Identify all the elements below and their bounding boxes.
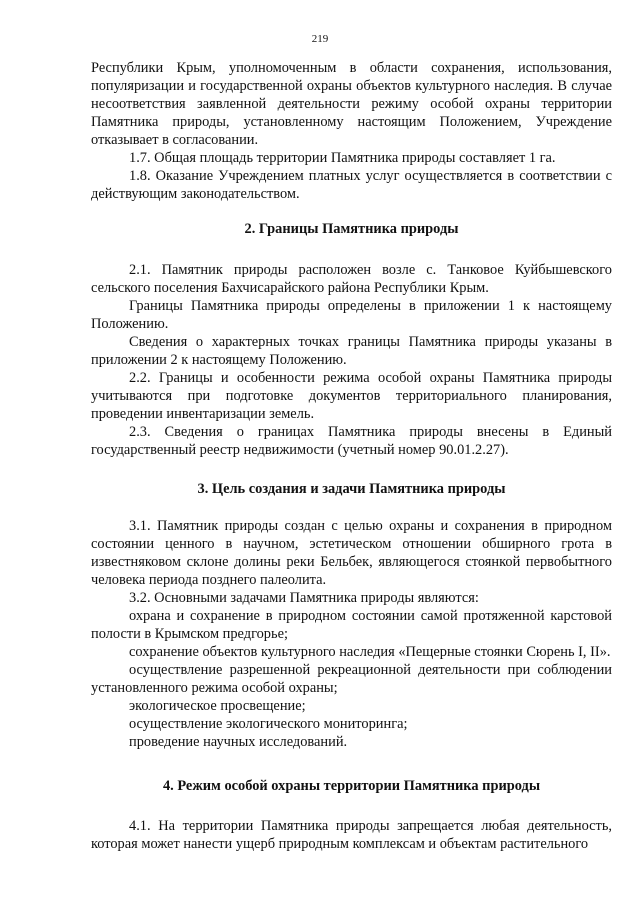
section-4-heading: 4. Режим особой охраны территории Памятника природы	[162, 778, 541, 794]
document-body	[91, 59, 612, 853]
paragraph-3-1: 3.1. Памятник природы создан с целью охраны и сохранения в природном состоянии ценного в научном, эстетическом отношении обширного грота в известняковом склоне долины реки Бельбек, являющегося стоянкой первобытного человека периода позднего палеолита.	[91, 518, 612, 588]
paragraph-2-1: 2.1. Памятник природы расположен возле с. Танковое Куйбышевского сельского поселения Бахчисарайского района Республики Крым.	[91, 262, 612, 296]
task-item-1: охрана и сохранение в природном состоянии самой протяженной карстовой полости в Крымском предгорье;	[91, 608, 612, 642]
paragraph-4-1: 4.1. На территории Памятника природы запрещается любая деятельность, которая может нанести ущерб природным комплексам и объектам растительного	[91, 818, 612, 852]
task-item-5: осуществление экологического мониторинга;	[129, 716, 408, 732]
paragraph-2-1-boundaries: Границы Памятника природы определены в приложении 1 к настоящему Положению.	[91, 298, 612, 332]
page-number: 219	[311, 33, 329, 45]
paragraph-1-8: 1.8. Оказание Учреждением платных услуг осуществляется в соответствии с действующим законодательством.	[91, 168, 612, 202]
paragraph-2-3: 2.3. Сведения о границах Памятника природы внесены в Единый государственный реестр недвижимости (учетный номер 90.01.2.27).	[91, 424, 612, 458]
task-item-4: экологическое просвещение;	[129, 698, 306, 714]
section-2-heading: 2. Границы Памятника природы	[244, 221, 459, 237]
paragraph-2-2: 2.2. Границы и особенности режима особой охраны Памятника природы учитываются при подготовке документов территориального планирования, проведении инвентаризации земель.	[91, 370, 612, 422]
task-item-3: осуществление разрешенной рекреационной деятельности при соблюдении установленного режима особой охраны;	[91, 662, 612, 696]
section-3-heading: 3. Цель создания и задачи Памятника природы	[197, 481, 506, 497]
paragraph-1-6-continued: Республики Крым, уполномоченным в области сохранения, использования, популяризации и государственной охраны объектов культурного наследия. В случае несоответствия заявленной деятельности режиму особой охраны территории Памятника природы, установленному настоящим Положением, Учреждение отказывает в согласовании.	[91, 60, 612, 148]
task-item-2: сохранение объектов культурного наследия «Пещерные стоянки Сюрень I, II».	[129, 644, 611, 660]
paragraph-3-2: 3.2. Основными задачами Памятника природы являются:	[129, 590, 479, 606]
task-item-6: проведение научных исследований.	[129, 734, 348, 750]
paragraph-1-7: 1.7. Общая площадь территории Памятника природы составляет 1 га.	[129, 150, 556, 166]
paragraph-2-1-points: Сведения о характерных точках границы Памятника природы указаны в приложении 2 к настоящему Положению.	[91, 334, 612, 368]
